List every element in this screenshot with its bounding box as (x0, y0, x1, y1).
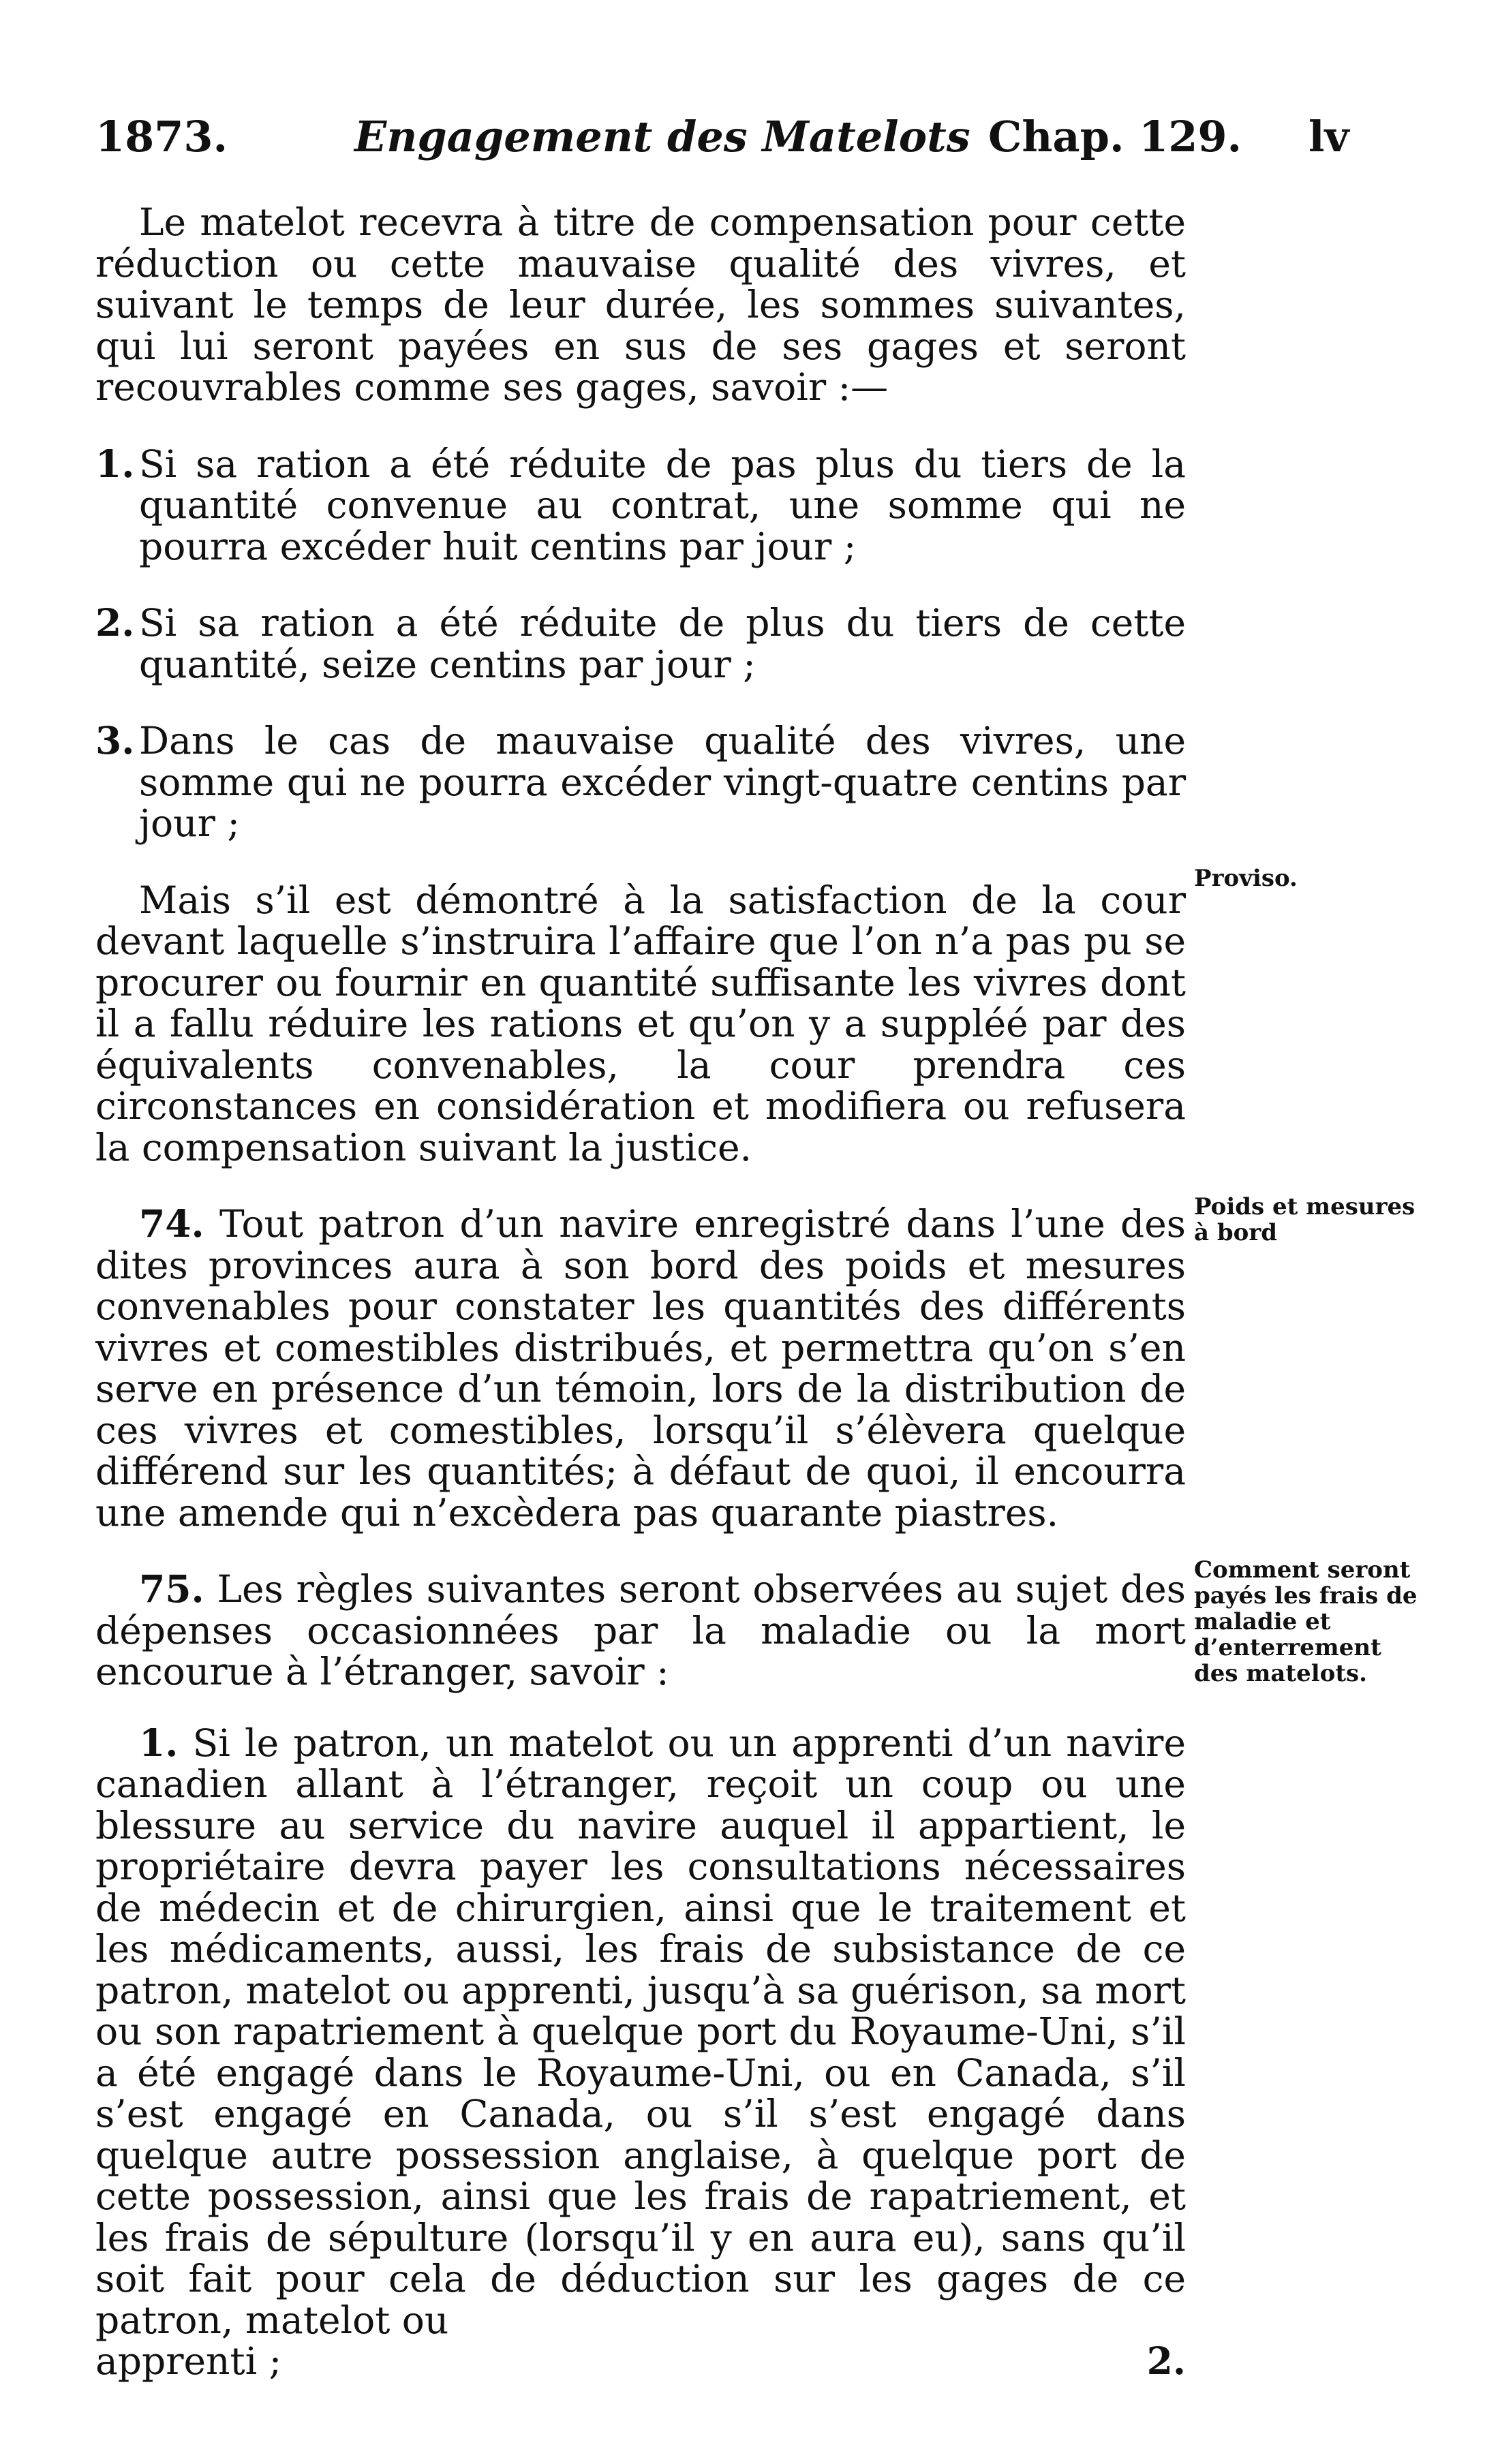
section-75 (95, 1569, 1186, 1693)
section-number: 75. (139, 1567, 204, 1611)
section-74 (95, 1203, 1186, 1533)
catchword: 2. (1146, 2339, 1186, 2383)
proviso-paragraph: Mais s’il est démontré à la satisfaction de la cour devant laquelle s’instruira l’affaire que l’on n’a pas pu se procurer ou fournir en quantité suffisante les vivres dont il a fallu réduire les rations et qu’on y a suppléé par des équivalents convenables, la cour prendra ces circonstances en considération et modifiera ou refusera la compensation suivant la justice. (95, 878, 1186, 1169)
header-page-number: lv (1308, 112, 1349, 161)
last-line (95, 2341, 1186, 2382)
last-word: apprenti ; (95, 2339, 282, 2383)
side-note-comment: Comment seront payés les frais de maladie et d’enterrement des matelots. (1194, 1556, 1418, 1687)
item-number: 3. (95, 718, 135, 763)
item-text: Si sa ration a été réduite de pas plus du tiers de la quantité convenue au contrat, une somme qui ne pourra excéder huit centins par jour ; (139, 442, 1186, 568)
item-number: 2. (95, 600, 135, 645)
item-number: 1. (139, 1720, 179, 1765)
item-text: Si le patron, un matelot ou un apprenti d’un navire canadien allant à l’étranger, reçoit un coup ou une blessure au service du navire auquel il appartient, le propriétaire devra payer les consultations nécessaires de médecin et de chirurgien, ainsi que le traitement et les médicaments, aussi, les frais de subsistance de ce patron, matelot ou apprenti, jusqu’à sa guérison, sa mort ou son rapatriement à quelque port du Royaume-Uni, s’il a été engagé dans le Royaume-Uni, ou en Canada, s’il s’est engagé en Canada, ou s’il s’est engagé dans quelque autre possession anglaise, à quelque port de cette possession, ainsi que les frais de rapatriement, et les frais de sépulture (lorsqu’il y en aura eu), sans qu’il soit fait pour cela de déduction sur les gages de ce patron, matelot ou (95, 1721, 1187, 2342)
list-item (95, 720, 1186, 844)
item-text: Dans le cas de mauvaise qualité des vivres, une somme qui ne pourra excéder vingt-quatre centins par jour ; (139, 719, 1186, 845)
section-text: Les règles suivantes seront observées au sujet des dépenses occasionnées par la maladie ou la mort encourue à l’étranger, savoir : (95, 1567, 1186, 1693)
intro-paragraph: Le matelot recevra à titre de compensation pour cette réduction ou cette mauvaise qualité des vivres, et suivant le temps de leur durée, les sommes suivantes, qui lui seront payées en sus de ses gages et seront recouvrables comme ses gages, savoir :— (95, 200, 1186, 409)
item-text: Si sa ration a été réduite de plus du tiers de cette quantité, seize centins par jour ; (139, 601, 1186, 686)
side-note-proviso: Proviso. (1194, 865, 1298, 892)
header-year: 1873. (95, 112, 228, 161)
header-chapter: Chap. 129. (988, 112, 1242, 161)
list-item (95, 602, 1186, 685)
section-text: Tout patron d’un navire enregistré dans l’une des dites provinces aura à son bord des poids et mesures convenables pour constater les quantités des différents vivres et comestibles distribués, et permettra qu’on s’en serve en présence d’un témoin, lors de la distribution de ces vivres et comestibles, lorsqu’il s’élèvera quelque différend sur les quantités; à défaut de quoi, il encourra une amende qui n’excèdera pas quarante piastres. (95, 1202, 1186, 1535)
main-text-column (95, 202, 1186, 2382)
item-number: 1. (95, 441, 135, 486)
section-75-item-1 (95, 1720, 1187, 2342)
section-number: 74. (139, 1201, 204, 1246)
side-note-poids: Poids et mesures à bord (1194, 1193, 1415, 1246)
header-title: Engagement des Matelots (354, 112, 970, 161)
list-item (95, 441, 1186, 568)
